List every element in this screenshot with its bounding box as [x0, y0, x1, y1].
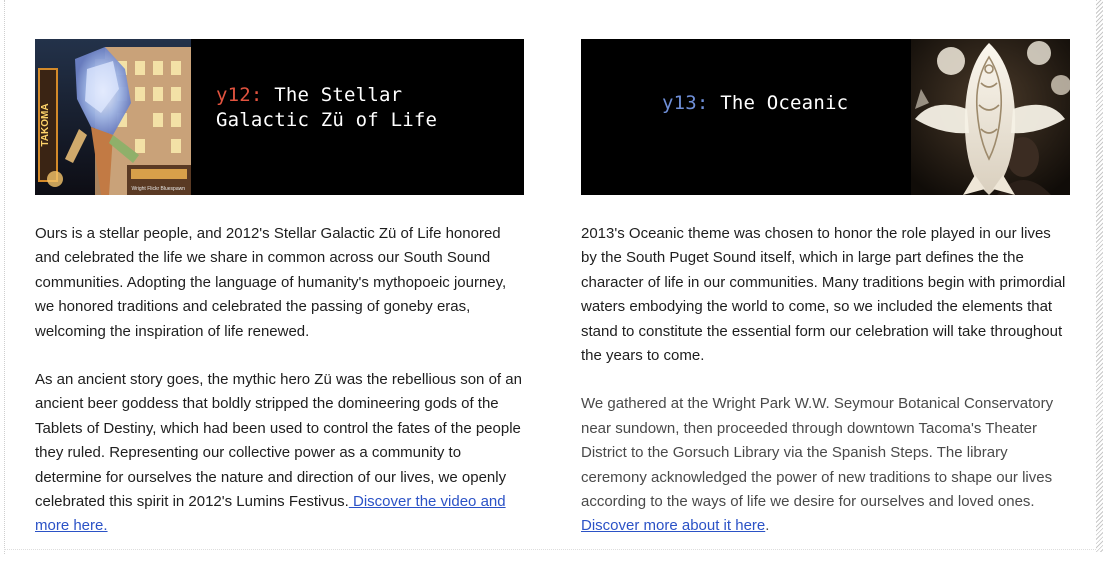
- discover-video-link[interactable]: Discover the video and more here.: [35, 493, 506, 535]
- page-left-border: [4, 0, 5, 554]
- y12-title-line-1: The Stellar: [274, 84, 403, 106]
- y13-title-prefix: y13:: [662, 92, 709, 114]
- photo-credit: Wright Flickr Bluespawn: [131, 186, 185, 192]
- y13-title-line-1: The Oceanic: [720, 92, 849, 114]
- y13-link-suffix: .: [765, 517, 770, 535]
- y13-paragraph-2-text: We gathered at the Wright Park W.W. Seymour Botanical Conservatory near sundown, then proceeded through downtown Tacoma's Theater District to the Gorsuch Library via the Spanish Steps. The library ceremony acknowledged the power of new traditions to shape our lives according to the ways of life we desire for ourselves and loved ones.: [581, 395, 1054, 511]
- y13-fish-lantern-photo: [911, 39, 1070, 195]
- y12-banner-title: [216, 83, 437, 133]
- y12-title-prefix: y12:: [216, 84, 263, 106]
- photo-sign-text: TAKOMA: [40, 103, 51, 147]
- y12-paragraph-2-text: As an ancient story goes, the mythic hero Zü was the rebellious son of an ancient beer goddess that boldly stripped the domineering gods of the Tablets of Destiny, which had been used to control the fates of the people they ruled. Representing our collective power as a community to determine for ourselves the nature and direction of our lives, we openly celebrated this spirit in 2012's Lumins Festivus.: [35, 371, 522, 511]
- y12-paragraph-2: [35, 368, 528, 539]
- y13-section: [581, 39, 1070, 539]
- y13-banner-title: [662, 91, 848, 116]
- y13-paragraph-1: 2013's Oceanic theme was chosen to honor the role played in our lives by the South Puget Sound itself, which in large part defines the the character of life in our communities. Many traditions begin with primordial waters embodying the world to come, so we included the elements that stand to constitute the essential form our celebration will take throughout the years to come.: [581, 225, 1066, 365]
- y12-title-line-2: Galactic Zü of Life: [216, 109, 438, 131]
- y12-banner: [35, 39, 524, 195]
- y12-paragraph-1: Ours is a stellar people, and 2012's Stellar Galactic Zü of Life honored and celebrated the life we share in common across our South Sound communities. Adopting the language of humanity's mythopoeic journey, we honored traditions and celebrated the passing of goneby eras, welcoming the inspiration of life renewed.: [35, 225, 507, 340]
- page-bottom-border: [4, 549, 1096, 550]
- y13-body: [581, 222, 1070, 539]
- y12-lantern-photo: [35, 39, 191, 195]
- page-right-scroll-edge: [1096, 0, 1103, 552]
- discover-more-link[interactable]: Discover more about it here: [581, 517, 766, 535]
- y13-banner: [581, 39, 1070, 195]
- y13-paragraph-2: [581, 392, 1070, 538]
- y12-body: [35, 222, 524, 539]
- y12-section: [35, 39, 524, 539]
